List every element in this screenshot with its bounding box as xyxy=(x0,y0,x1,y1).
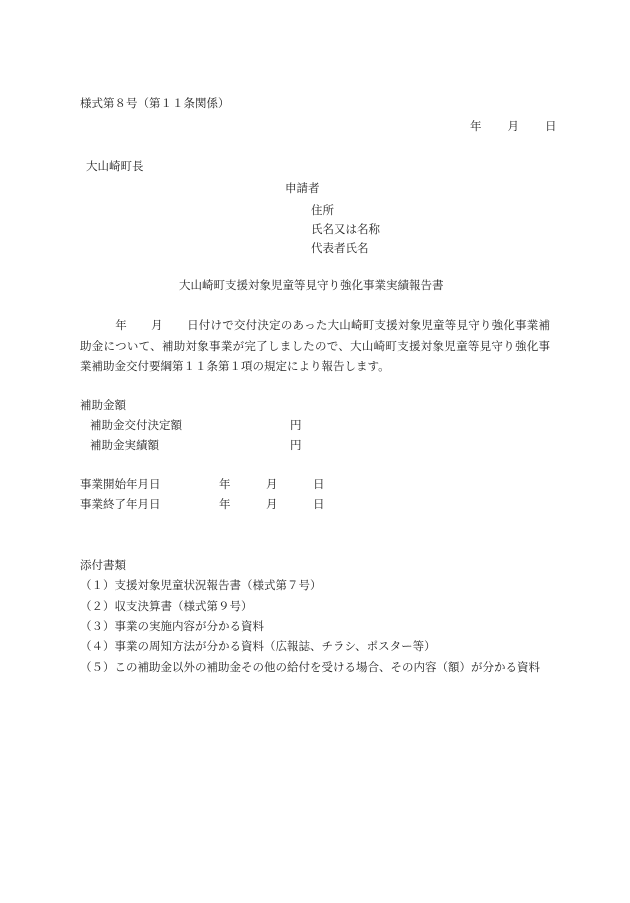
body-year: 年 xyxy=(115,318,127,332)
end-date-label: 事業終了年月日 xyxy=(80,497,161,511)
applicant-representative-label: 代表者氏名 xyxy=(311,241,369,255)
body-month: 月 xyxy=(150,318,163,332)
document-title: 大山崎町支援対象児童等見守り強化事業実績報告書 xyxy=(179,278,444,292)
subsidy-unit: 円 xyxy=(290,418,302,432)
applicant-address-label: 住所 xyxy=(311,203,334,217)
attachment-item: （２）収支決算書（様式第９号） xyxy=(80,599,253,613)
start-date-day: 日 xyxy=(313,477,325,491)
body-paragraph xyxy=(80,315,550,377)
attachment-item: （４）事業の周知方法が分かる資料（広報誌、チラシ、ポスター等） xyxy=(80,639,436,653)
end-date-month: 月 xyxy=(266,497,278,511)
subsidy-unit: 円 xyxy=(290,438,302,452)
applicant-heading: 申請者 xyxy=(285,181,320,195)
subsidy-label: 補助金実績額 xyxy=(90,438,159,452)
subsidy-row xyxy=(90,415,182,435)
attachment-item: （１）支援対象児童状況報告書（様式第７号） xyxy=(80,578,322,592)
attachment-item: （３）事業の実施内容が分かる資料 xyxy=(80,619,264,633)
attachment-item: （５）この補助金以外の補助金その他の給付を受ける場合、その内容（額）が分かる資料 xyxy=(80,660,540,674)
form-number: 様式第８号（第１１条関係） xyxy=(80,96,230,110)
start-date-label: 事業開始年月日 xyxy=(80,477,161,491)
date-month: 月 xyxy=(507,119,519,133)
date-line xyxy=(470,116,557,136)
subsidy-row xyxy=(90,435,159,455)
subsidy-label: 補助金交付決定額 xyxy=(90,418,182,432)
end-date-year: 年 xyxy=(219,497,231,511)
body-text: 日付けで交付決定のあった大山崎町支援対象児童等見守り強化事業補助金について、補助対象事業が完了しましたので、大山崎町支援対象児童等見守り強化事業補助金交付要綱第１１条第１項の規定により報告します。 xyxy=(80,318,550,373)
attachments-heading: 添付書類 xyxy=(80,558,126,572)
date-year: 年 xyxy=(470,119,482,133)
date-day: 日 xyxy=(545,119,557,133)
subsidy-heading: 補助金額 xyxy=(80,398,126,412)
start-date-month: 月 xyxy=(266,477,278,491)
end-date-day: 日 xyxy=(313,497,325,511)
applicant-name-label: 氏名又は名称 xyxy=(311,222,380,236)
addressee: 大山崎町長 xyxy=(86,159,144,173)
start-date-year: 年 xyxy=(219,477,231,491)
